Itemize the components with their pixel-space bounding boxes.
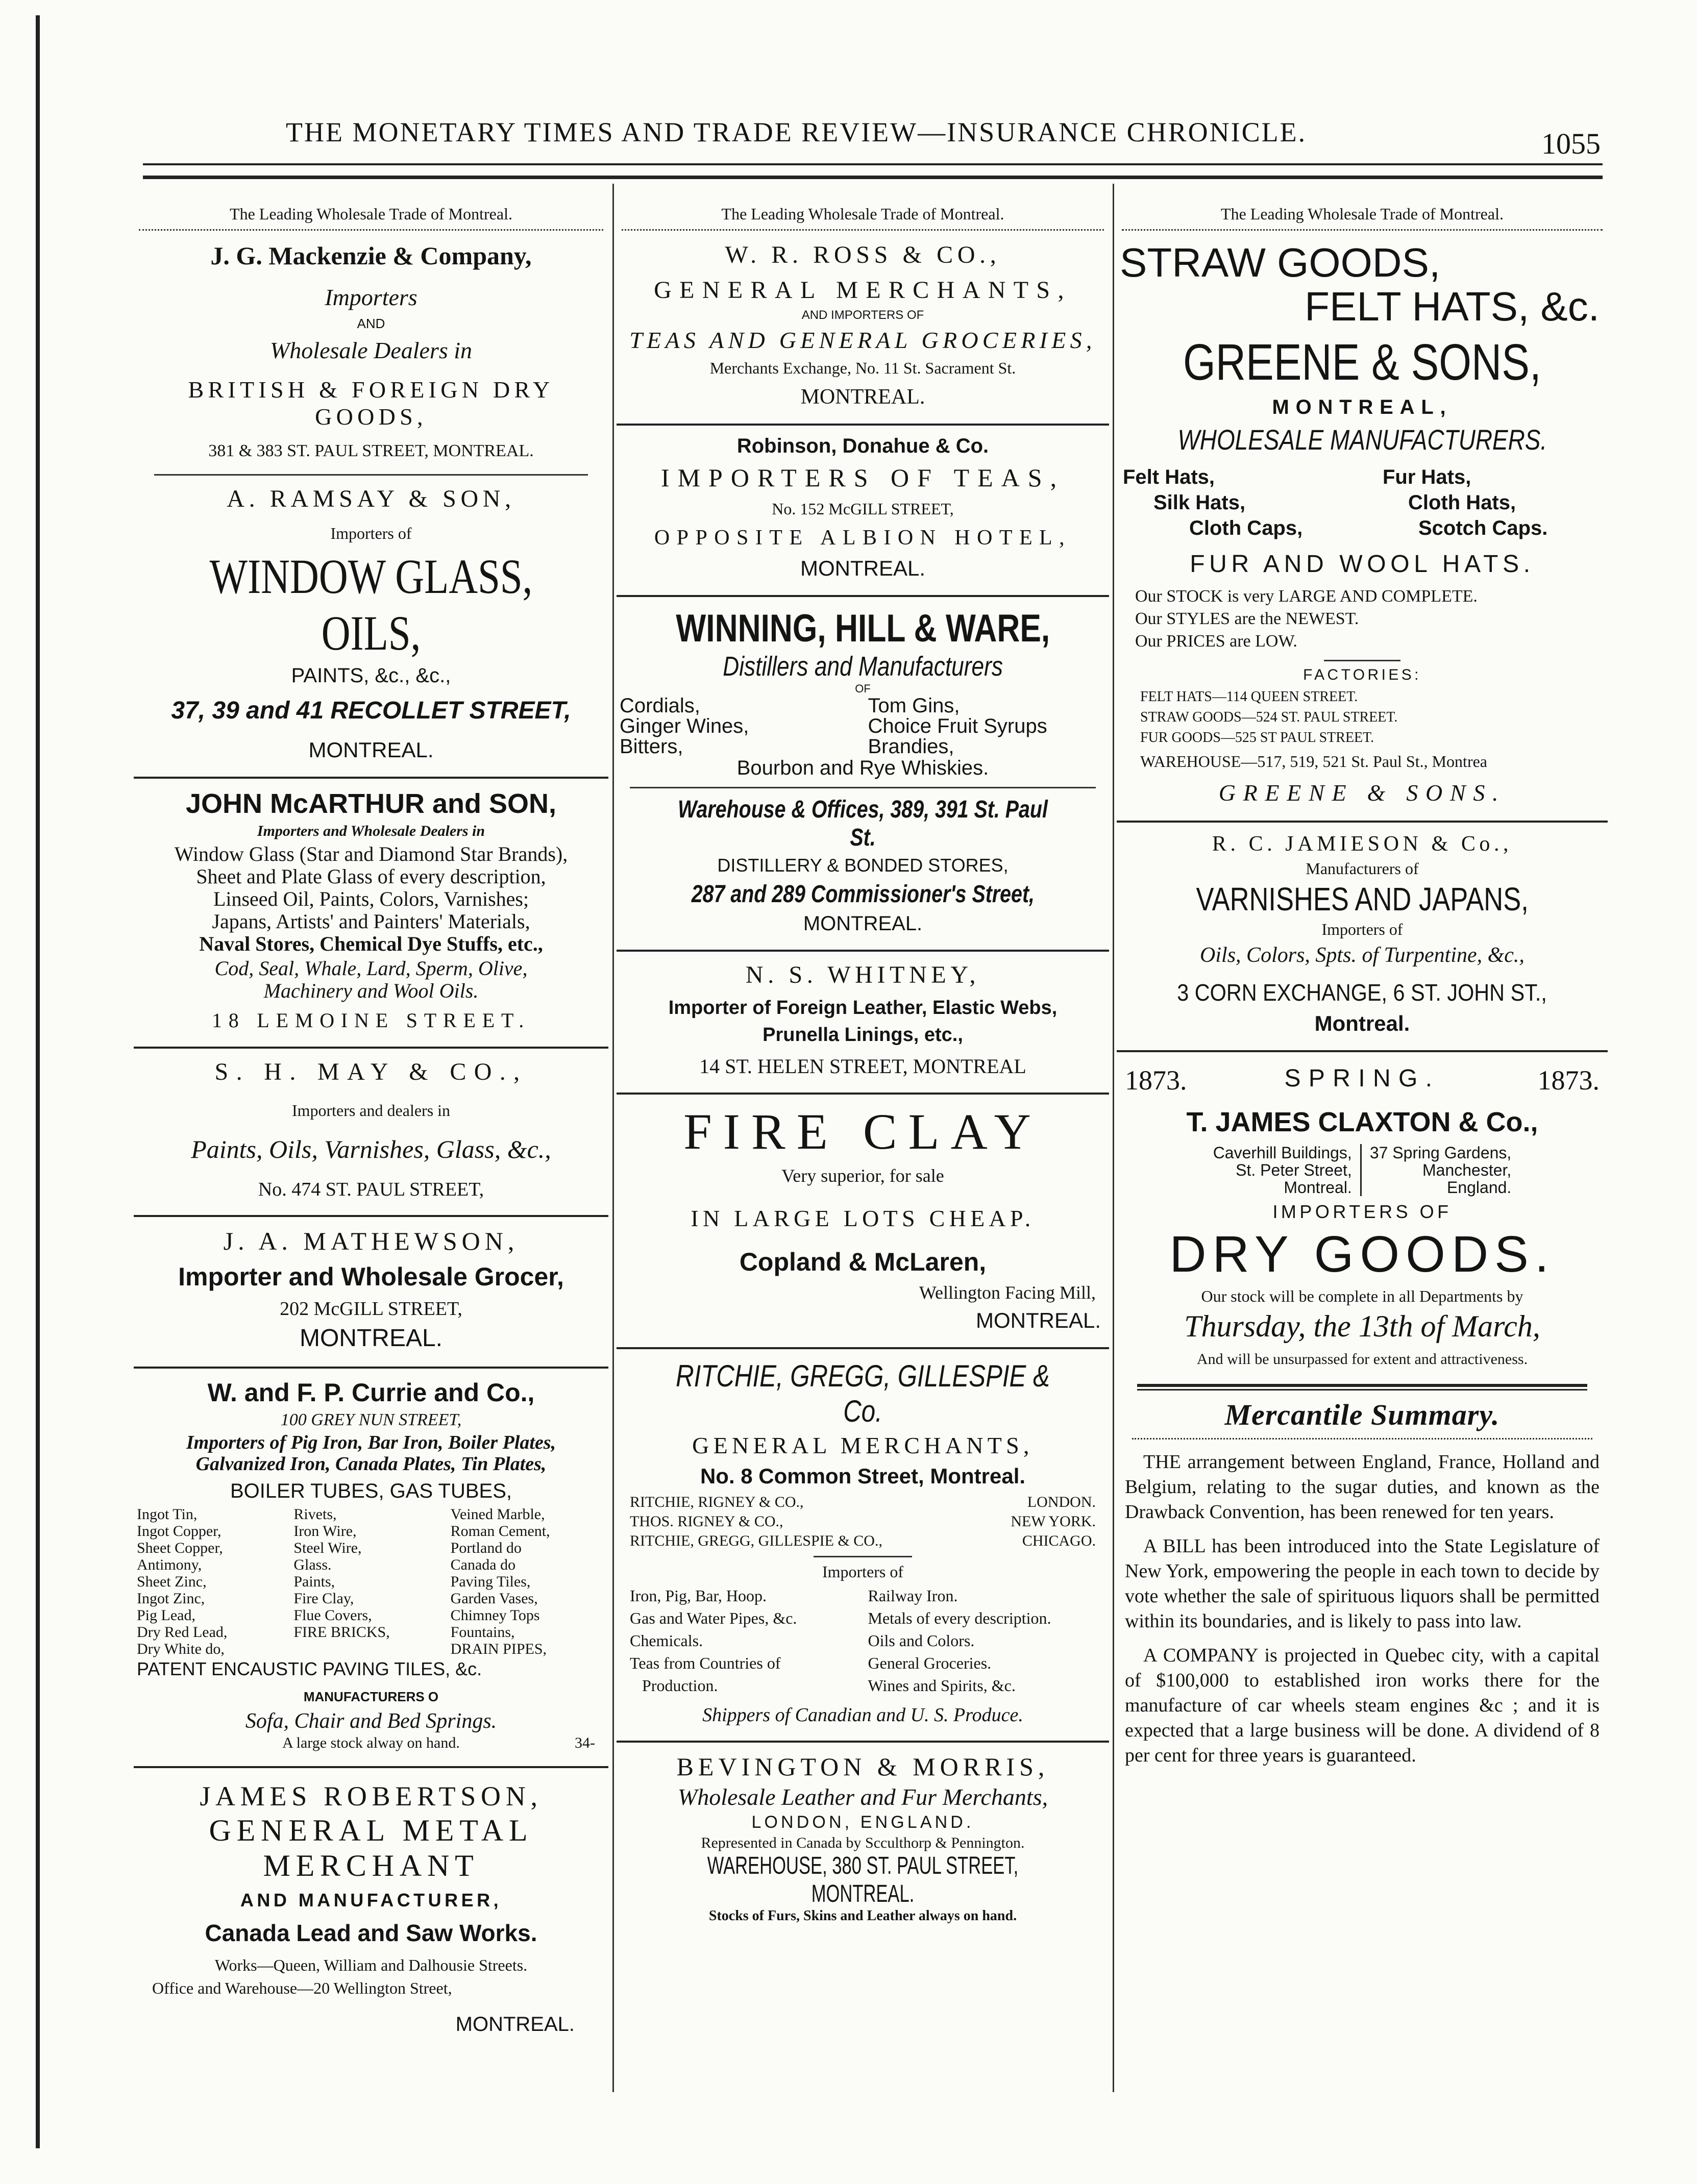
ad-bevington-warehouse: WAREHOUSE, 380 ST. PAUL STREET, MONTREAL.	[707, 1852, 1019, 1907]
currie-item: Ingot Zinc,	[137, 1590, 205, 1607]
ad-jamieson-name: R. C. JAMIESON & Co.,	[1212, 832, 1513, 856]
currie-item: Fountains,	[450, 1624, 515, 1641]
ad-mcarthur-line: Naval Stores, Chemical Dye Stuffs, etc.,	[199, 932, 543, 955]
ad-winning	[617, 601, 1109, 942]
ad-mathewson-trade: Importer and Wholesale Grocer,	[178, 1262, 564, 1291]
divider	[617, 1347, 1109, 1349]
page-header-title: THE MONETARY TIMES AND TRADE REVIEW—INSURANCE CHRONICLE.	[286, 117, 1307, 147]
ad-may	[134, 1053, 608, 1208]
ad-fireclay-mill: Wellington Facing Mill,	[919, 1282, 1096, 1303]
divider	[1117, 821, 1608, 823]
ad-jamieson-importers: Importers of	[1321, 920, 1403, 938]
ad-ross-address: Merchants Exchange, No. 11 St. Sacrament St.	[709, 359, 1016, 377]
ad-mathewson-name: J. A. MATHEWSON,	[223, 1227, 519, 1255]
currie-item: Garden Vases,	[450, 1590, 538, 1607]
divider	[1117, 1050, 1608, 1052]
ad-winning-warehouse: Warehouse & Offices, 389, 391 St. Paul St.	[678, 796, 1048, 851]
ad-claxton	[1117, 1056, 1608, 1376]
ad-fireclay-sub: Very superior, for sale	[781, 1165, 944, 1186]
divider	[134, 1047, 608, 1049]
greene-stock-line: Our STOCK is very LARGE AND COMPLETE.	[1135, 587, 1478, 606]
greene-hat: Scotch Caps.	[1418, 517, 1548, 539]
ad-claxton-importers: IMPORTERS OF	[1272, 1201, 1452, 1222]
winning-product: Tom Gins,	[868, 694, 960, 717]
column-heading: The Leading Wholesale Trade of Montreal.	[1221, 205, 1504, 223]
currie-item: Chimney Tops	[450, 1607, 540, 1624]
ad-currie-tubes: BOILER TUBES, GAS TUBES,	[230, 1480, 512, 1502]
currie-item: Paints,	[293, 1573, 335, 1590]
column-2	[617, 186, 1109, 1931]
ad-ramsay-name: A. RAMSAY & SON,	[227, 485, 515, 512]
greene-stock-line: Our PRICES are LOW.	[1135, 632, 1297, 651]
ad-ramsay-paints: PAINTS, &c., &c.,	[291, 664, 451, 687]
greene-hat: Cloth Hats,	[1408, 491, 1516, 514]
ad-claxton-season: SPRING.	[1284, 1065, 1440, 1092]
claxton-address-right: 37 Spring Gardens,	[1369, 1144, 1512, 1162]
ad-mackenzie-dealers: Wholesale Dealers in	[269, 337, 473, 363]
ad-ramsay-importers: Importers of	[330, 524, 412, 542]
ad-jamieson	[1117, 827, 1608, 1043]
ad-ritchie-shippers: Shippers of Canadian and U. S. Produce.	[702, 1704, 1023, 1726]
page-spine-edge	[36, 15, 40, 2148]
ad-currie-patent: PATENT ENCAUSTIC PAVING TILES, &c.	[137, 1658, 482, 1679]
ad-mackenzie-goods: BRITISH & FOREIGN DRY GOODS,	[188, 377, 554, 430]
ad-currie-springs: Sofa, Chair and Bed Springs.	[245, 1709, 497, 1733]
column-heading: The Leading Wholesale Trade of Montreal.	[721, 205, 1004, 223]
ritchie-good: Production.	[642, 1676, 718, 1695]
ritchie-branch-firm: RITCHIE, RIGNEY & CO.,	[630, 1494, 804, 1510]
ad-robertson-city: MONTREAL.	[455, 2013, 575, 2036]
ad-currie-name: W. and F. P. Currie and Co.,	[207, 1378, 535, 1407]
column-heading: The Leading Wholesale Trade of Montreal.	[230, 205, 512, 223]
column-3	[1117, 186, 1608, 1777]
ritchie-good: Railway Iron.	[868, 1586, 958, 1605]
ad-may-address: No. 474 ST. PAUL STREET,	[258, 1179, 484, 1200]
page-number: 1055	[1541, 127, 1601, 160]
ad-mcarthur-oils: Machinery and Wool Oils.	[263, 979, 479, 1002]
ad-whitney	[617, 956, 1109, 1085]
ad-whitney-trade: Importer of Foreign Leather, Elastic Webs,	[668, 997, 1057, 1019]
ad-mcarthur-oils: Cod, Seal, Whale, Lard, Sperm, Olive,	[214, 957, 528, 980]
ad-robertson-manuf: AND MANUFACTURER,	[240, 1890, 502, 1910]
ad-jamieson-manuf: Manufacturers of	[1306, 859, 1419, 878]
ritchie-good: Teas from Countries of	[630, 1654, 781, 1672]
ad-ross-goods: TEAS AND GENERAL GROCERIES,	[629, 327, 1096, 353]
ad-robinson-street: No. 152 McGILL STREET,	[772, 500, 954, 518]
ad-ramsay-goods: WINDOW GLASS, OILS,	[209, 549, 533, 660]
greene-stock-line: Our STYLES are the NEWEST.	[1135, 609, 1359, 628]
ritchie-branch-city: LONDON.	[1027, 1494, 1096, 1510]
greene-factory: FUR GOODS—525 ST PAUL STREET.	[1140, 730, 1374, 746]
header-rule-thick	[143, 176, 1603, 179]
summary-paragraph: A COMPANY is projected in Quebec city, with a capital of $100,000 to established iron works there for the manufacture of car wheels steam engines &c ; and it is expected that a large business will be done. A dividend of 8 per cent for three years is guaranteed.	[1125, 1645, 1600, 1766]
greene-hat: Silk Hats,	[1153, 491, 1246, 514]
greene-hat: Felt Hats,	[1123, 466, 1215, 488]
ad-bevington-trade: Wholesale Leather and Fur Merchants,	[677, 1784, 1048, 1810]
ad-winning-of: OF	[855, 682, 871, 695]
divider	[154, 474, 588, 476]
ad-fireclay-lots: IN LARGE LOTS CHEAP.	[691, 1205, 1035, 1231]
ad-ritchie	[617, 1353, 1109, 1733]
ad-ramsay-city: MONTREAL.	[308, 738, 434, 762]
wavy-rule	[139, 225, 603, 231]
ad-winning-city: MONTREAL.	[803, 912, 923, 935]
summary-title: Mercantile Summary.	[1224, 1398, 1500, 1431]
ad-claxton-unsurpassed: And will be unsurpassed for extent and attractiveness.	[1196, 1351, 1528, 1368]
ad-robertson-works-address: Works—Queen, William and Dalhousie Streets.	[214, 1956, 528, 1974]
ad-greene-straw: STRAW GOODS,	[1120, 240, 1441, 285]
ad-greene-fur: FUR AND WOOL HATS.	[1190, 551, 1535, 578]
ad-jamieson-oils: Oils, Colors, Spts. of Turpentine, &c.,	[1200, 944, 1524, 967]
mercantile-summary	[1117, 1398, 1608, 1768]
ad-fireclay-city: MONTREAL.	[975, 1308, 1101, 1332]
header-rule-thin	[143, 163, 1603, 165]
ad-robinson-trade: IMPORTERS OF TEAS,	[660, 463, 1065, 492]
winning-product: Cordials,	[620, 694, 700, 717]
greene-hat: Cloth Caps,	[1189, 517, 1303, 539]
divider	[134, 1367, 608, 1369]
currie-item: Glass.	[293, 1556, 332, 1573]
winning-product: Brandies,	[868, 735, 954, 758]
ad-ritchie-name: RITCHIE, GREGG, GILLESPIE & Co.	[676, 1359, 1050, 1428]
ad-mathewson-city: MONTREAL.	[299, 1325, 443, 1352]
ad-currie-street: 100 GREY NUN STREET,	[280, 1410, 462, 1429]
ad-mathewson	[134, 1221, 608, 1359]
ad-whitney-name: N. S. WHITNEY,	[745, 961, 980, 988]
ad-bevington-stocks: Stocks of Furs, Skins and Leather always on hand.	[708, 1908, 1017, 1924]
ad-greene	[1117, 236, 1608, 813]
wavy-rule	[1132, 1434, 1592, 1440]
ad-robertson-name: JAMES ROBERTSON,	[200, 1781, 543, 1811]
ad-mackenzie-and: AND	[357, 316, 385, 331]
ad-winning-distillery: DISTILLERY & BONDED STORES,	[717, 855, 1009, 876]
ad-mcarthur	[134, 783, 608, 1039]
wavy-rule	[1122, 225, 1603, 231]
ad-robertson-works: Canada Lead and Saw Works.	[205, 1920, 537, 1946]
divider	[1137, 1389, 1587, 1391]
divider	[134, 1215, 608, 1217]
ritchie-branch-firm: THOS. RIGNEY & CO.,	[630, 1513, 783, 1530]
currie-item: Portland do	[450, 1540, 522, 1556]
ad-mackenzie	[134, 236, 608, 468]
ritchie-branch-city: NEW YORK.	[1011, 1513, 1096, 1530]
ad-claxton-date: Thursday, the 13th of March,	[1184, 1309, 1540, 1343]
winning-product: Choice Fruit Syrups	[868, 715, 1047, 737]
currie-item: Antimony,	[137, 1556, 202, 1573]
ad-ritchie-trade: GENERAL MERCHANTS,	[692, 1432, 1034, 1458]
currie-item: Steel Wire,	[293, 1540, 362, 1556]
currie-item: Sheet Zinc,	[137, 1573, 207, 1590]
ad-jamieson-city: Montreal.	[1314, 1011, 1410, 1035]
summary-paragraph: THE arrangement between England, France, Holland and Belgium, relating to the sugar duties, and known as the Drawback Convention, has been renewed for ten years.	[1125, 1451, 1600, 1523]
column-1	[134, 186, 608, 2043]
ad-robinson-name: Robinson, Donahue & Co.	[736, 435, 989, 457]
ad-fireclay	[617, 1099, 1109, 1340]
ad-greene-felt: FELT HATS, &c.	[1305, 284, 1600, 329]
ad-claxton-stock: Our stock will be complete in all Departments by	[1201, 1287, 1523, 1305]
divider	[1324, 660, 1400, 661]
ad-mackenzie-importers: Importers	[325, 284, 417, 310]
ritchie-good: Metals of every description.	[868, 1609, 1051, 1627]
divider	[617, 595, 1109, 597]
currie-item: Ingot Tin,	[137, 1506, 198, 1523]
ad-greene-name: GREENE & SONS,	[1183, 334, 1541, 391]
ad-jamieson-goods: VARNISHES AND JAPANS,	[1196, 881, 1529, 917]
ad-ross-and: AND IMPORTERS OF	[801, 308, 924, 322]
currie-item: Dry Red Lead,	[137, 1624, 228, 1641]
ad-greene-trade: WHOLESALE MANUFACTURERS.	[1177, 424, 1547, 456]
ad-ritchie-importers: Importers of	[822, 1562, 904, 1581]
winning-product: Bitters,	[620, 735, 683, 758]
ad-mcarthur-line: Japans, Artists' and Painters' Materials,	[212, 910, 530, 933]
divider	[134, 1766, 608, 1768]
ad-greene-warehouse: WAREHOUSE—517, 519, 521 St. Paul St., Montrea	[1140, 752, 1487, 771]
claxton-address-right: England.	[1446, 1178, 1512, 1197]
ad-ritchie-address: No. 8 Common Street, Montreal.	[700, 1464, 1026, 1488]
ad-may-importers: Importers and dealers in	[291, 1101, 451, 1120]
ad-fireclay-title: FIRE CLAY	[683, 1103, 1042, 1160]
ad-robertson-office: Office and Warehouse—20 Wellington Street,	[152, 1979, 452, 1997]
ad-robinson-opposite: OPPOSITE ALBION HOTEL,	[654, 526, 1072, 550]
currie-item: Roman Cement,	[450, 1523, 550, 1540]
ritchie-good: Gas and Water Pipes, &c.	[630, 1609, 797, 1627]
ad-robinson	[617, 430, 1109, 588]
ad-bevington-city: LONDON, ENGLAND.	[751, 1813, 974, 1832]
divider	[617, 1093, 1109, 1095]
currie-item: Rivets,	[293, 1506, 337, 1523]
ad-mcarthur-address: 18 LEMOINE STREET.	[211, 1009, 531, 1032]
currie-item: Sheet Copper,	[137, 1540, 223, 1556]
ad-ramsay	[134, 480, 608, 770]
claxton-address-right: Manchester,	[1422, 1161, 1512, 1179]
currie-item: FIRE BRICKS,	[293, 1624, 390, 1641]
divider	[814, 1556, 912, 1557]
ad-currie-imports: Importers of Pig Iron, Bar Iron, Boiler Plates,	[186, 1432, 556, 1453]
ad-currie	[134, 1373, 608, 1759]
ad-may-name: S. H. MAY & CO.,	[214, 1058, 528, 1085]
ad-claxton-year: 1873.	[1125, 1065, 1187, 1096]
ritchie-good: Chemicals.	[630, 1631, 703, 1650]
currie-item: DRAIN PIPES,	[450, 1641, 547, 1657]
ad-ross-name: W. R. ROSS & CO.,	[725, 241, 1001, 268]
claxton-address-left: Caverhill Buildings,	[1213, 1144, 1352, 1162]
ad-jamieson-address: 3 CORN EXCHANGE, 6 ST. JOHN ST.,	[1177, 979, 1547, 1006]
currie-item: Veined Marble,	[450, 1506, 545, 1523]
divider	[1137, 1384, 1587, 1387]
currie-item: Fire Clay,	[293, 1590, 354, 1607]
claxton-address-left: Montreal.	[1284, 1178, 1352, 1197]
greene-factory: STRAW GOODS—524 ST. PAUL STREET.	[1140, 709, 1398, 725]
ritchie-branch-firm: RITCHIE, GREGG, GILLESPIE & CO.,	[630, 1532, 882, 1549]
ad-claxton-name: T. JAMES CLAXTON & Co.,	[1186, 1107, 1538, 1137]
ritchie-good: Wines and Spirits, &c.	[868, 1676, 1016, 1695]
ad-mcarthur-name: JOHN McARTHUR and SON,	[185, 788, 557, 819]
ad-mcarthur-line: Sheet and Plate Glass of every description,	[196, 865, 546, 888]
ad-robinson-city: MONTREAL.	[800, 556, 926, 580]
ad-mathewson-street: 202 McGILL STREET,	[280, 1298, 462, 1320]
ad-currie-code: 34-	[575, 1734, 595, 1751]
ad-whitney-address: 14 ST. HELEN STREET, MONTREAL	[699, 1055, 1026, 1078]
wavy-rule	[622, 225, 1104, 231]
ad-mackenzie-address: 381 & 383 ST. PAUL STREET, MONTREAL.	[208, 441, 534, 460]
ad-winning-whiskies: Bourbon and Rye Whiskies.	[736, 757, 989, 779]
currie-item: Pig Lead,	[137, 1607, 195, 1624]
greene-factory: FELT HATS—114 QUEEN STREET.	[1140, 689, 1358, 705]
greene-hat: Fur Hats,	[1383, 466, 1471, 488]
ad-claxton-year: 1873.	[1537, 1065, 1600, 1096]
ad-greene-city: MONTREAL,	[1272, 396, 1453, 418]
divider	[617, 1741, 1109, 1743]
divider	[134, 777, 608, 779]
ritchie-good: General Groceries.	[868, 1654, 992, 1672]
claxton-address-left: St. Peter Street,	[1236, 1161, 1352, 1179]
ad-mcarthur-line: Linseed Oil, Paints, Colors, Varnishes;	[213, 887, 529, 910]
ad-whitney-linings: Prunella Linings, etc.,	[763, 1024, 963, 1046]
currie-item: Flue Covers,	[293, 1607, 372, 1624]
currie-item: Canada do	[450, 1556, 516, 1573]
ritchie-good: Iron, Pig, Bar, Hoop.	[630, 1586, 767, 1605]
ad-winning-street: 287 and 289 Commissioner's Street,	[691, 881, 1035, 908]
ad-greene-sign: GREENE & SONS.	[1218, 780, 1506, 806]
ad-ramsay-street: 37, 39 and 41 RECOLLET STREET,	[171, 697, 571, 724]
ad-claxton-goods: DRY GOODS.	[1169, 1226, 1555, 1283]
ad-bevington-rep: Represented in Canada by Scculthorp & Pennington.	[701, 1834, 1025, 1851]
column-divider-1	[612, 184, 614, 2092]
ad-currie-manuf: MANUFACTURERS O	[303, 1689, 439, 1704]
summary-paragraph: A BILL has been introduced into the State Legislature of New York, empowering the people in each town to decide by vote whether the sale of spirituous liquors shall be permitted within its boundaries, and is likely to pass into law.	[1125, 1535, 1600, 1632]
ritchie-branch-city: CHICAGO.	[1022, 1532, 1096, 1549]
ad-robertson-trade: GENERAL METAL MERCHANT	[209, 1814, 533, 1882]
ad-may-goods: Paints, Oils, Varnishes, Glass, &c.,	[191, 1135, 551, 1163]
ad-fireclay-name: Copland & McLaren,	[739, 1248, 987, 1276]
currie-item: Dry White do,	[137, 1641, 225, 1657]
currie-item: Paving Tiles,	[450, 1573, 531, 1590]
ritchie-good: Oils and Colors.	[868, 1631, 975, 1650]
ad-mcarthur-sub: Importers and Wholesale Dealers in	[257, 823, 485, 839]
ad-bevington-name: BEVINGTON & MORRIS,	[676, 1752, 1049, 1781]
divider	[617, 950, 1109, 952]
ad-currie-imports: Galvanized Iron, Canada Plates, Tin Plates,	[195, 1453, 547, 1475]
ad-robertson	[134, 1772, 608, 2043]
currie-item: Iron Wire,	[293, 1523, 357, 1540]
ad-currie-stock: A large stock alway on hand.	[282, 1734, 460, 1751]
ad-winning-trade: Distillers and Manufacturers	[723, 651, 1003, 682]
ad-mcarthur-line: Window Glass (Star and Diamond Star Brands),	[174, 842, 568, 865]
currie-item: Ingot Copper,	[137, 1523, 222, 1540]
winning-product: Ginger Wines,	[620, 715, 749, 737]
divider	[630, 787, 1096, 788]
ad-bevington	[617, 1747, 1109, 1931]
ad-mackenzie-name: J. G. Mackenzie & Company,	[210, 241, 532, 270]
ad-ross	[617, 236, 1109, 416]
column-divider-2	[1113, 184, 1114, 2092]
divider	[617, 424, 1109, 426]
ad-winning-name: WINNING, HILL & WARE,	[676, 607, 1050, 650]
ad-ross-trade: GENERAL MERCHANTS,	[654, 277, 1072, 304]
ad-greene-factories: FACTORIES:	[1303, 666, 1421, 683]
ad-ross-city: MONTREAL.	[800, 385, 925, 409]
